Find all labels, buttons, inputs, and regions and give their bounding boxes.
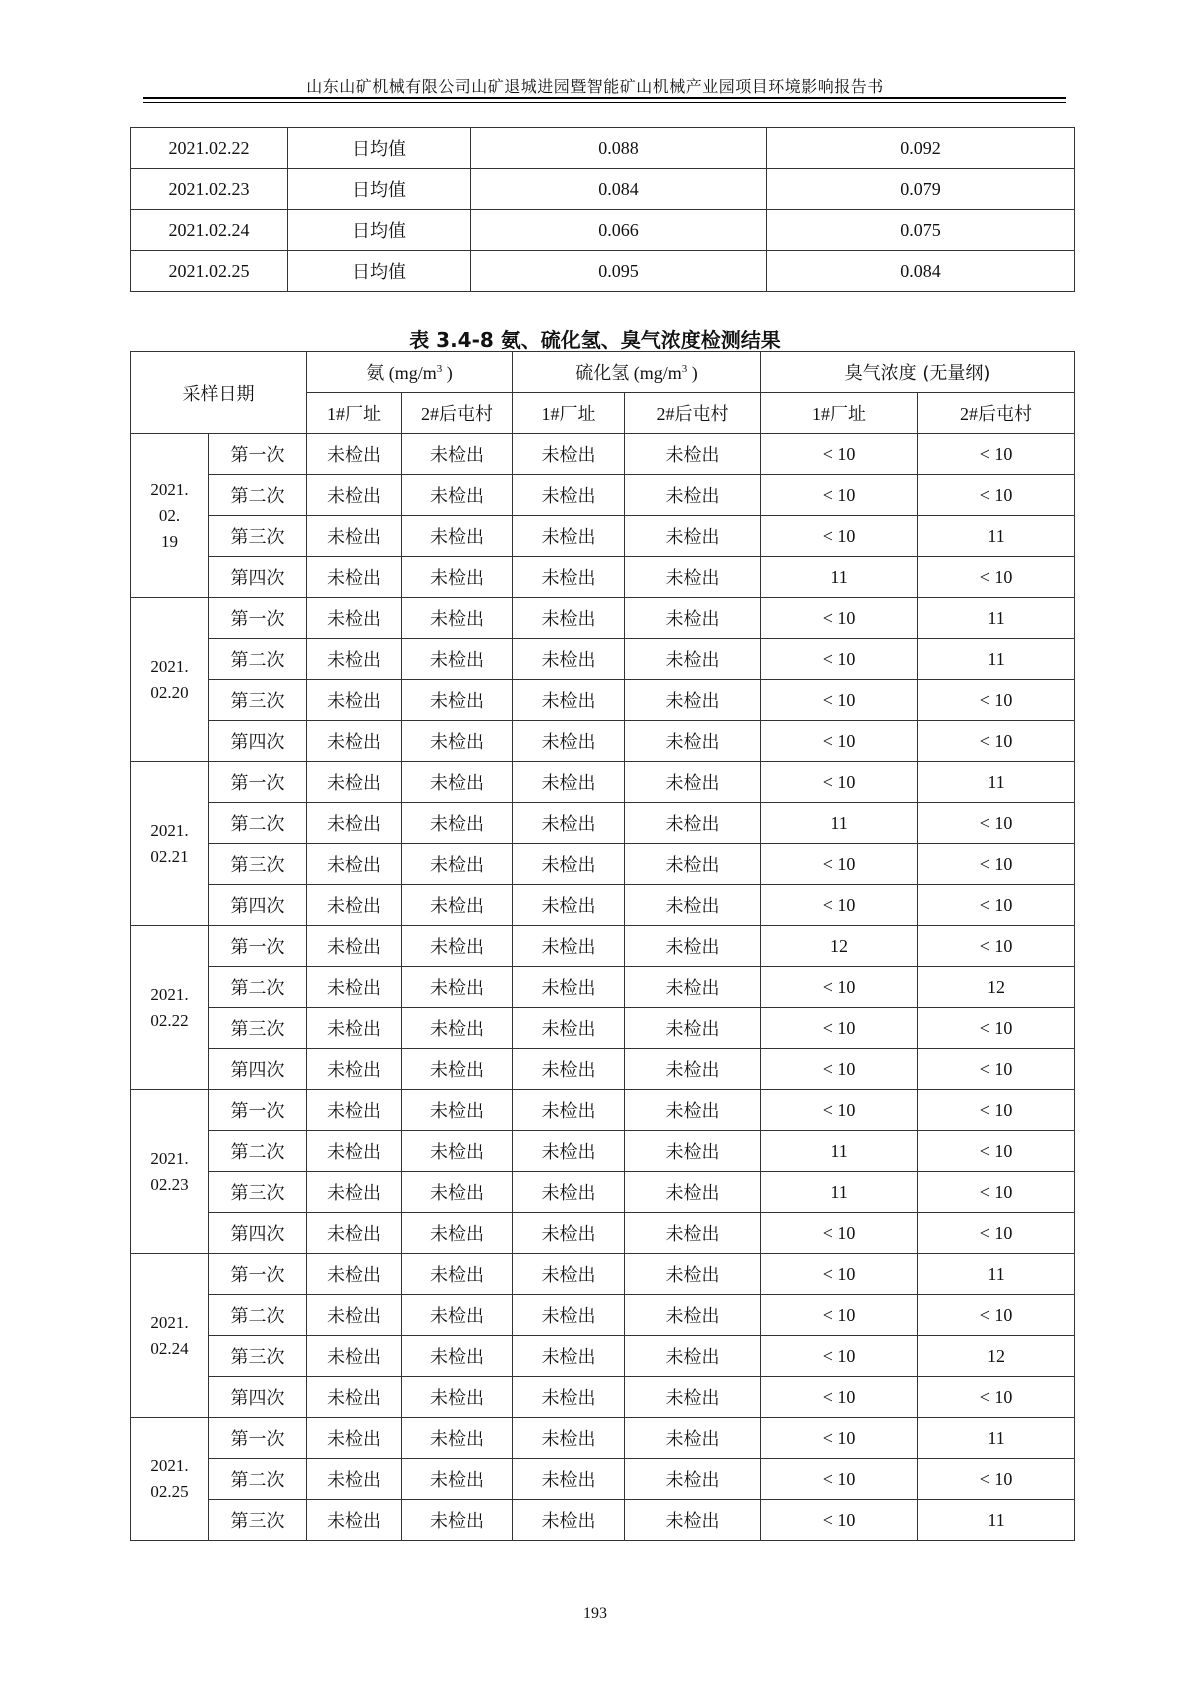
h2s-site2-cell: 未检出 <box>625 1500 761 1541</box>
table-row <box>131 721 1075 762</box>
sampling-date-line: 02.22 <box>150 1010 189 1030</box>
ammonia-site1-cell: 未检出 <box>307 1295 402 1336</box>
sampling-date-cell <box>131 1254 209 1418</box>
table-row <box>131 926 1075 967</box>
ammonia-site1-cell: 未检出 <box>307 1131 402 1172</box>
table-row <box>131 1131 1075 1172</box>
value-cell: 0.075 <box>767 210 1075 251</box>
sampling-date-line: 2021. <box>150 1312 189 1332</box>
ammonia-site2-cell: 未检出 <box>402 598 513 639</box>
sample-round-cell: 第三次 <box>209 844 307 885</box>
date-cell: 2021.02.22 <box>131 128 288 169</box>
ammonia-site2-cell: 未检出 <box>402 1172 513 1213</box>
ammonia-site1-cell: 未检出 <box>307 1418 402 1459</box>
odor-site1-cell: < 10 <box>761 1254 918 1295</box>
sampling-date-line: 02.23 <box>150 1174 189 1194</box>
header-odor-site2: 2#后屯村 <box>918 393 1075 434</box>
ammonia-site1-cell: 未检出 <box>307 1377 402 1418</box>
h2s-site2-cell: 未检出 <box>625 885 761 926</box>
sampling-date-cell <box>131 926 209 1090</box>
odor-site2-cell: 11 <box>918 1500 1075 1541</box>
h2s-site2-cell: 未检出 <box>625 1377 761 1418</box>
sample-round-cell: 第二次 <box>209 639 307 680</box>
ammonia-site2-cell: 未检出 <box>402 1418 513 1459</box>
h2s-site1-cell: 未检出 <box>513 1090 625 1131</box>
sample-round-cell: 第四次 <box>209 885 307 926</box>
ammonia-site1-cell: 未检出 <box>307 1254 402 1295</box>
sample-round-cell: 第三次 <box>209 1172 307 1213</box>
odor-site1-cell: < 10 <box>761 1008 918 1049</box>
ammonia-site2-cell: 未检出 <box>402 1500 513 1541</box>
odor-site1-cell: < 10 <box>761 680 918 721</box>
odor-site2-cell: < 10 <box>918 1131 1075 1172</box>
table-row <box>131 1008 1075 1049</box>
sample-round-cell: 第一次 <box>209 434 307 475</box>
ammonia-site1-cell: 未检出 <box>307 1049 402 1090</box>
sampling-date-line: 2021. <box>150 820 189 840</box>
sample-round-cell: 第二次 <box>209 803 307 844</box>
table-row <box>131 803 1075 844</box>
odor-site2-cell: < 10 <box>918 1295 1075 1336</box>
odor-site1-cell: < 10 <box>761 1049 918 1090</box>
sample-round-cell: 第四次 <box>209 721 307 762</box>
h2s-site2-cell: 未检出 <box>625 1254 761 1295</box>
ammonia-site1-cell: 未检出 <box>307 1213 402 1254</box>
ammonia-site1-cell: 未检出 <box>307 762 402 803</box>
h2s-site1-cell: 未检出 <box>513 721 625 762</box>
h2s-site1-cell: 未检出 <box>513 762 625 803</box>
date-cell: 2021.02.23 <box>131 169 288 210</box>
odor-site2-cell: < 10 <box>918 721 1075 762</box>
sample-round-cell: 第二次 <box>209 1295 307 1336</box>
odor-site1-cell: < 10 <box>761 885 918 926</box>
odor-site2-cell: < 10 <box>918 1049 1075 1090</box>
ammonia-site2-cell: 未检出 <box>402 1131 513 1172</box>
sample-round-cell: 第一次 <box>209 926 307 967</box>
h2s-site2-cell: 未检出 <box>625 1213 761 1254</box>
h2s-site2-cell: 未检出 <box>625 926 761 967</box>
odor-site2-cell: < 10 <box>918 1172 1075 1213</box>
table-row <box>131 1172 1075 1213</box>
h2s-site2-cell: 未检出 <box>625 762 761 803</box>
h2s-site1-cell: 未检出 <box>513 885 625 926</box>
h2s-site2-cell: 未检出 <box>625 639 761 680</box>
ammonia-site2-cell: 未检出 <box>402 803 513 844</box>
h2s-site2-cell: 未检出 <box>625 598 761 639</box>
odor-site2-cell: < 10 <box>918 885 1075 926</box>
table-row <box>131 169 1075 210</box>
ammonia-site1-cell: 未检出 <box>307 1090 402 1131</box>
odor-site1-cell: 11 <box>761 557 918 598</box>
sampling-date-line: 2021. <box>150 984 189 1004</box>
table-row <box>131 475 1075 516</box>
header-ammonia-site1: 1#厂址 <box>307 393 402 434</box>
h2s-site1-cell: 未检出 <box>513 1500 625 1541</box>
h2s-site1-cell: 未检出 <box>513 1131 625 1172</box>
h2s-site2-cell: 未检出 <box>625 1336 761 1377</box>
h2s-site2-cell: 未检出 <box>625 680 761 721</box>
sample-round-cell: 第一次 <box>209 598 307 639</box>
header-rule-thin <box>143 102 1066 103</box>
header-odor-site1: 1#厂址 <box>761 393 918 434</box>
value-type-cell: 日均值 <box>288 128 471 169</box>
h2s-site2-cell: 未检出 <box>625 1295 761 1336</box>
odor-site2-cell: < 10 <box>918 844 1075 885</box>
h2s-site2-cell: 未检出 <box>625 1459 761 1500</box>
table-row <box>131 516 1075 557</box>
h2s-site1-cell: 未检出 <box>513 1336 625 1377</box>
odor-site1-cell: < 10 <box>761 1500 918 1541</box>
h2s-site1-cell: 未检出 <box>513 639 625 680</box>
odor-site2-cell: < 10 <box>918 1377 1075 1418</box>
sample-round-cell: 第一次 <box>209 1418 307 1459</box>
h2s-site2-cell: 未检出 <box>625 1008 761 1049</box>
sample-round-cell: 第三次 <box>209 1336 307 1377</box>
odor-site2-cell: 11 <box>918 598 1075 639</box>
ammonia-site1-cell: 未检出 <box>307 844 402 885</box>
header-ammonia-label: 氨 <box>366 363 385 384</box>
odor-site1-cell: < 10 <box>761 1459 918 1500</box>
ammonia-site1-cell: 未检出 <box>307 721 402 762</box>
h2s-site1-cell: 未检出 <box>513 1377 625 1418</box>
sampling-date-cell <box>131 1418 209 1541</box>
odor-site1-cell: < 10 <box>761 639 918 680</box>
ammonia-site1-cell: 未检出 <box>307 639 402 680</box>
table-row <box>131 434 1075 475</box>
table-row <box>131 639 1075 680</box>
table-row <box>131 251 1075 292</box>
odor-site2-cell: < 10 <box>918 1213 1075 1254</box>
header-odor: 臭气浓度 (无量纲) <box>761 352 1075 393</box>
sampling-date-line: 2021. <box>150 1456 189 1475</box>
sampling-date-cell <box>131 598 209 762</box>
odor-site2-cell: < 10 <box>918 803 1075 844</box>
value-cell: 0.095 <box>471 251 767 292</box>
sampling-date-cell <box>131 434 209 598</box>
sampling-date-line: 02.21 <box>150 846 189 866</box>
h2s-site2-cell: 未检出 <box>625 434 761 475</box>
h2s-site2-cell: 未检出 <box>625 1418 761 1459</box>
ammonia-site1-cell: 未检出 <box>307 1008 402 1049</box>
value-cell: 0.088 <box>471 128 767 169</box>
ammonia-site1-cell: 未检出 <box>307 516 402 557</box>
value-cell: 0.066 <box>471 210 767 251</box>
odor-site1-cell: < 10 <box>761 762 918 803</box>
table-row <box>131 1090 1075 1131</box>
h2s-site1-cell: 未检出 <box>513 1049 625 1090</box>
table-row <box>131 967 1075 1008</box>
sample-round-cell: 第一次 <box>209 762 307 803</box>
sample-round-cell: 第一次 <box>209 1090 307 1131</box>
odor-site2-cell: < 10 <box>918 557 1075 598</box>
value-type-cell: 日均值 <box>288 251 471 292</box>
sample-round-cell: 第四次 <box>209 1213 307 1254</box>
date-cell: 2021.02.25 <box>131 251 288 292</box>
odor-site1-cell: < 10 <box>761 1090 918 1131</box>
h2s-site1-cell: 未检出 <box>513 926 625 967</box>
odor-site2-cell: 12 <box>918 1336 1075 1377</box>
sampling-date-line: 02.20 <box>150 682 189 702</box>
header-h2s-site1: 1#厂址 <box>513 393 625 434</box>
ammonia-site2-cell: 未检出 <box>402 516 513 557</box>
ammonia-site2-cell: 未检出 <box>402 1049 513 1090</box>
sample-round-cell: 第二次 <box>209 1459 307 1500</box>
table-row <box>131 1459 1075 1500</box>
ammonia-site1-cell: 未检出 <box>307 680 402 721</box>
table-row <box>131 1049 1075 1090</box>
ammonia-h2s-odor-table <box>130 351 1075 1541</box>
table-row <box>131 680 1075 721</box>
odor-site2-cell: 11 <box>918 1418 1075 1459</box>
h2s-site2-cell: 未检出 <box>625 557 761 598</box>
sample-round-cell: 第二次 <box>209 1131 307 1172</box>
table-row <box>131 1418 1075 1459</box>
odor-site1-cell: 11 <box>761 1172 918 1213</box>
ammonia-site1-cell: 未检出 <box>307 1336 402 1377</box>
h2s-site2-cell: 未检出 <box>625 475 761 516</box>
table-row <box>131 1295 1075 1336</box>
odor-site2-cell: < 10 <box>918 1008 1075 1049</box>
ammonia-site2-cell: 未检出 <box>402 926 513 967</box>
table-row <box>131 1213 1075 1254</box>
odor-site1-cell: < 10 <box>761 434 918 475</box>
h2s-site1-cell: 未检出 <box>513 967 625 1008</box>
ammonia-site1-cell: 未检出 <box>307 803 402 844</box>
odor-site2-cell: < 10 <box>918 434 1075 475</box>
odor-site2-cell: 11 <box>918 762 1075 803</box>
h2s-site2-cell: 未检出 <box>625 1090 761 1131</box>
sampling-date-line: 02.25 <box>150 1482 189 1501</box>
ammonia-site2-cell: 未检出 <box>402 967 513 1008</box>
odor-site1-cell: < 10 <box>761 516 918 557</box>
odor-site1-cell: < 10 <box>761 1418 918 1459</box>
ammonia-site2-cell: 未检出 <box>402 844 513 885</box>
odor-site1-cell: < 10 <box>761 967 918 1008</box>
ammonia-site2-cell: 未检出 <box>402 1336 513 1377</box>
h2s-site1-cell: 未检出 <box>513 1008 625 1049</box>
value-type-cell: 日均值 <box>288 210 471 251</box>
h2s-site2-cell: 未检出 <box>625 844 761 885</box>
table-row <box>131 557 1075 598</box>
odor-site1-cell: < 10 <box>761 1377 918 1418</box>
header-hydrogen-sulfide <box>513 352 761 393</box>
h2s-site1-cell: 未检出 <box>513 1295 625 1336</box>
h2s-site1-cell: 未检出 <box>513 557 625 598</box>
sample-round-cell: 第四次 <box>209 557 307 598</box>
ammonia-site2-cell: 未检出 <box>402 1008 513 1049</box>
sampling-date-line: 2021. <box>150 479 189 499</box>
ammonia-site1-cell: 未检出 <box>307 434 402 475</box>
ammonia-site2-cell: 未检出 <box>402 1295 513 1336</box>
header-ammonia <box>307 352 513 393</box>
ammonia-site2-cell: 未检出 <box>402 475 513 516</box>
sampling-date-cell <box>131 1090 209 1254</box>
sample-round-cell: 第四次 <box>209 1049 307 1090</box>
h2s-site2-cell: 未检出 <box>625 516 761 557</box>
odor-site1-cell: < 10 <box>761 721 918 762</box>
ammonia-site2-cell: 未检出 <box>402 885 513 926</box>
running-header: 山东山矿机械有限公司山矿退城进园暨智能矿山机械产业园项目环境影响报告书 <box>306 77 884 96</box>
ammonia-site1-cell: 未检出 <box>307 1172 402 1213</box>
h2s-site2-cell: 未检出 <box>625 1131 761 1172</box>
table-row <box>131 1377 1075 1418</box>
ammonia-site1-cell: 未检出 <box>307 885 402 926</box>
ammonia-site1-cell: 未检出 <box>307 967 402 1008</box>
ammonia-site1-cell: 未检出 <box>307 1500 402 1541</box>
table-row <box>131 1336 1075 1377</box>
sampling-date-line: 19 <box>161 531 178 551</box>
header-h2s-label: 硫化氢 <box>575 363 630 384</box>
sample-round-cell: 第三次 <box>209 1500 307 1541</box>
ammonia-site2-cell: 未检出 <box>402 680 513 721</box>
ammonia-site2-cell: 未检出 <box>402 434 513 475</box>
value-cell: 0.084 <box>471 169 767 210</box>
sampling-date-line: 2021. <box>150 1148 189 1168</box>
table-row <box>131 210 1075 251</box>
odor-site1-cell: < 10 <box>761 598 918 639</box>
sample-round-cell: 第二次 <box>209 475 307 516</box>
ammonia-site2-cell: 未检出 <box>402 1213 513 1254</box>
odor-site1-cell: 12 <box>761 926 918 967</box>
table-row <box>131 1500 1075 1541</box>
odor-site2-cell: 11 <box>918 516 1075 557</box>
sample-round-cell: 第二次 <box>209 967 307 1008</box>
header-sampling-date: 采样日期 <box>131 352 307 434</box>
table-row <box>131 844 1075 885</box>
header-h2s-site2: 2#后屯村 <box>625 393 761 434</box>
table-row <box>131 762 1075 803</box>
ammonia-site2-cell: 未检出 <box>402 1459 513 1500</box>
sample-round-cell: 第四次 <box>209 1377 307 1418</box>
sampling-date-line: 02.24 <box>150 1338 189 1358</box>
table-row <box>131 598 1075 639</box>
h2s-site1-cell: 未检出 <box>513 434 625 475</box>
odor-site2-cell: < 10 <box>918 475 1075 516</box>
ammonia-site2-cell: 未检出 <box>402 639 513 680</box>
odor-site2-cell: < 10 <box>918 680 1075 721</box>
h2s-site1-cell: 未检出 <box>513 1213 625 1254</box>
table-row <box>131 1254 1075 1295</box>
ammonia-site1-cell: 未检出 <box>307 926 402 967</box>
header-rule-thick <box>143 97 1066 99</box>
ammonia-site1-cell: 未检出 <box>307 1459 402 1500</box>
odor-site1-cell: < 10 <box>761 1336 918 1377</box>
h2s-site2-cell: 未检出 <box>625 721 761 762</box>
sampling-date-cell <box>131 762 209 926</box>
ammonia-site2-cell: 未检出 <box>402 762 513 803</box>
page-number: 193 <box>583 1605 607 1622</box>
ammonia-site2-cell: 未检出 <box>402 721 513 762</box>
table-caption: 表 3.4-8 氨、硫化氢、臭气浓度检测结果 <box>409 328 781 352</box>
continued-daily-average-table <box>130 127 1075 292</box>
date-cell: 2021.02.24 <box>131 210 288 251</box>
odor-site2-cell: < 10 <box>918 1459 1075 1500</box>
odor-site2-cell: < 10 <box>918 926 1075 967</box>
sample-round-cell: 第三次 <box>209 1008 307 1049</box>
h2s-site2-cell: 未检出 <box>625 967 761 1008</box>
sampling-date-line: 02. <box>158 505 181 525</box>
sample-round-cell: 第三次 <box>209 516 307 557</box>
header-ammonia-unit: ($mg/m^3$ ) <box>384 363 453 383</box>
h2s-site1-cell: 未检出 <box>513 1459 625 1500</box>
h2s-site1-cell: 未检出 <box>513 516 625 557</box>
odor-site2-cell: 12 <box>918 967 1075 1008</box>
h2s-site2-cell: 未检出 <box>625 1172 761 1213</box>
odor-site1-cell: 11 <box>761 803 918 844</box>
odor-site2-cell: 11 <box>918 639 1075 680</box>
value-cell: 0.084 <box>767 251 1075 292</box>
h2s-site1-cell: 未检出 <box>513 598 625 639</box>
h2s-site1-cell: 未检出 <box>513 475 625 516</box>
table-row <box>131 128 1075 169</box>
ammonia-site2-cell: 未检出 <box>402 1377 513 1418</box>
h2s-site1-cell: 未检出 <box>513 1254 625 1295</box>
h2s-site2-cell: 未检出 <box>625 1049 761 1090</box>
odor-site1-cell: < 10 <box>761 475 918 516</box>
odor-site1-cell: < 10 <box>761 1213 918 1254</box>
ammonia-site2-cell: 未检出 <box>402 1090 513 1131</box>
ammonia-site2-cell: 未检出 <box>402 1254 513 1295</box>
ammonia-site1-cell: 未检出 <box>307 598 402 639</box>
odor-site1-cell: < 10 <box>761 1295 918 1336</box>
ammonia-site2-cell: 未检出 <box>402 557 513 598</box>
odor-site2-cell: < 10 <box>918 1090 1075 1131</box>
h2s-site2-cell: 未检出 <box>625 803 761 844</box>
sample-round-cell: 第一次 <box>209 1254 307 1295</box>
header-ammonia-site2: 2#后屯村 <box>402 393 513 434</box>
ammonia-site1-cell: 未检出 <box>307 475 402 516</box>
value-cell: 0.092 <box>767 128 1075 169</box>
header-h2s-unit: ($mg/m^3$ ) <box>629 363 698 383</box>
odor-site1-cell: < 10 <box>761 844 918 885</box>
value-cell: 0.079 <box>767 169 1075 210</box>
sample-round-cell: 第三次 <box>209 680 307 721</box>
h2s-site1-cell: 未检出 <box>513 803 625 844</box>
h2s-site1-cell: 未检出 <box>513 844 625 885</box>
ammonia-site1-cell: 未检出 <box>307 557 402 598</box>
h2s-site1-cell: 未检出 <box>513 1418 625 1459</box>
sampling-date-line: 2021. <box>150 656 189 676</box>
odor-site2-cell: 11 <box>918 1254 1075 1295</box>
h2s-site1-cell: 未检出 <box>513 1172 625 1213</box>
table-row <box>131 885 1075 926</box>
value-type-cell: 日均值 <box>288 169 471 210</box>
odor-site1-cell: 11 <box>761 1131 918 1172</box>
h2s-site1-cell: 未检出 <box>513 680 625 721</box>
